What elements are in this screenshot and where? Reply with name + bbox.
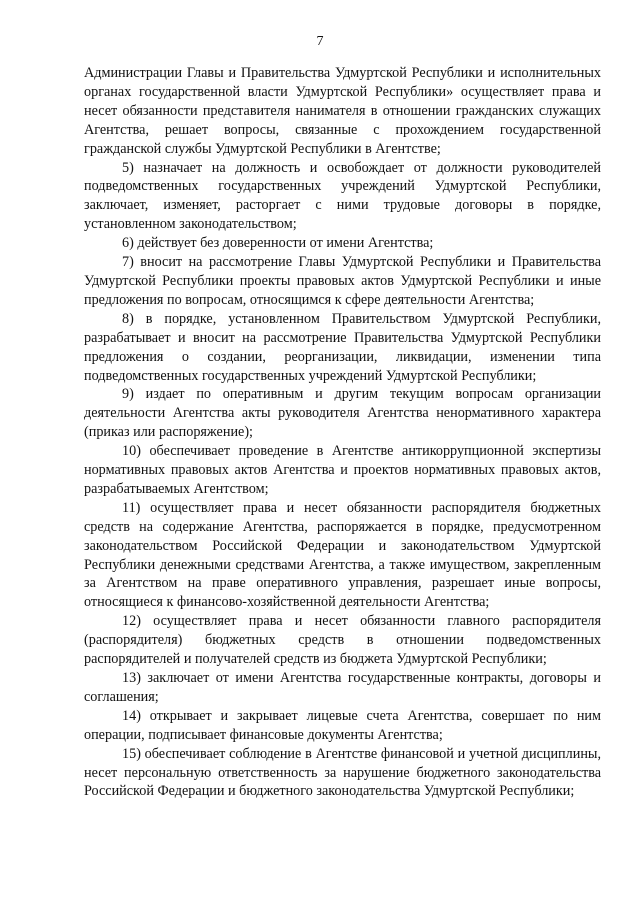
page-number: 7	[316, 34, 324, 49]
paragraph-item-11: 11) осуществляет права и несет обязанности распорядителя бюджетных средств на содержание Агентства, распоряжается в порядке, предусмотренном законодательством Российской Федерации и законодательством Удмуртской Республики денежными средствами Агентства, а также имуществом, закрепленным за Агентством на праве оперативного управления, разрешает иные вопросы, относящиеся к финансово-хозяйственной деятельности Агентства;	[84, 499, 601, 611]
paragraph-item-12: 12) осуществляет права и несет обязанности главного распорядителя (распорядителя) бюджетных средств в отношении подведомственных распорядителей и получателей средств из бюджета Удмуртской Республики;	[84, 613, 601, 668]
paragraph-item-9: 9) издает по оперативным и другим текущим вопросам организации деятельности Агентства акты руководителя Агентства ненормативного характера (приказ или распоряжение);	[84, 386, 601, 441]
paragraph-item-14: 14) открывает и закрывает лицевые счета Агентства, совершает по ним операции, подписывает финансовые документы Агентства;	[84, 707, 601, 743]
paragraph-item-6: 6) действует без доверенности от имени Агентства;	[122, 235, 434, 252]
document-body	[84, 64, 601, 801]
paragraph-item-15: 15) обеспечивает соблюдение в Агентстве финансовой и учетной дисциплины, несет персональную ответственность за нарушение бюджетного законодательства Российской Федерации и бюджетного законодательства Удмуртской Республики;	[84, 745, 601, 800]
paragraph-item-10: 10) обеспечивает проведение в Агентстве антикоррупционной экспертизы нормативных правовых актов Агентства и проектов нормативных правовых актов, разрабатываемых Агентством;	[84, 443, 601, 497]
paragraph-item-13: 13) заключает от имени Агентства государственные контракты, договоры и соглашения;	[84, 670, 601, 705]
paragraph-item-7: 7) вносит на рассмотрение Главы Удмуртской Республики и Правительства Удмуртской Республики проекты правовых актов Удмуртской Республики и иные предложения по вопросам, относящимся к сфере деятельности Агентства;	[84, 254, 601, 308]
paragraph-item-8: 8) в порядке, установленном Правительством Удмуртской Республики, разрабатывает и вносит на рассмотрение Правительства Удмуртской Республики предложения о создании, реорганизации, ликвидации, изменении типа подведомственных государственных учреждений Удмуртской Республики;	[84, 310, 601, 384]
paragraph-item-5: 5) назначает на должность и освобождает от должности руководителей подведомственных государственных учреждений Удмуртской Республики, заключает, изменяет, расторгает с ними трудовые договоры в порядке, установленном законодательством;	[84, 159, 601, 233]
paragraph-continuation: Администрации Главы и Правительства Удмуртской Республики и исполнительных органах государственной власти Удмуртской Республики» осуществляет права и несет обязанности представителя нанимателя в отношении гражданских служащих Агентства, решает вопросы, связанные с прохождением государственной гражданской службы Удмуртской Республики в Агентстве;	[84, 65, 601, 157]
